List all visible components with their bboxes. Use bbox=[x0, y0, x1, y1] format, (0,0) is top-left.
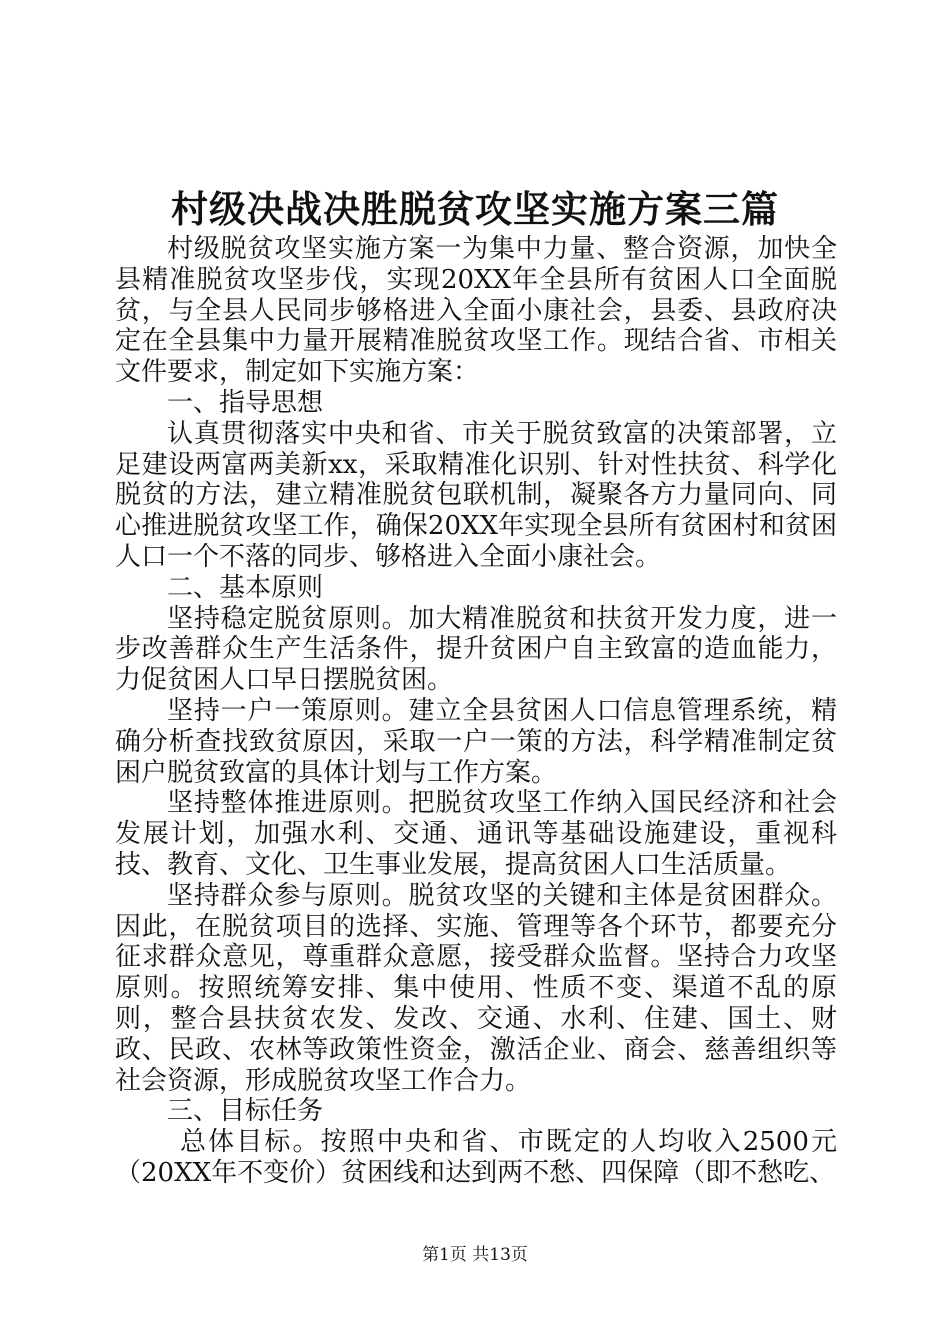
document-title: 村级决战决胜脱贫攻坚实施方案三篇 bbox=[171, 187, 779, 231]
paragraph-principle-overall: 坚持整体推进原则。把脱贫攻坚工作纳入国民经济和社会发展计划，加强水利、交通、通讯等基础设施建设，重视科技、教育、文化、卫生事业发展，提高贫困人口生活质量。 bbox=[115, 788, 837, 880]
section-heading-target-tasks: 三、目标任务 bbox=[167, 1096, 324, 1127]
section-heading-basic-principles: 二、基本原则 bbox=[167, 572, 324, 603]
page-footer: 第1页 共13页 bbox=[422, 1245, 528, 1265]
document-body bbox=[115, 234, 837, 1189]
paragraph-principle-participation: 坚持群众参与原则。脱贫攻坚的关键和主体是贫困群众。因此，在脱贫项目的选择、实施、管理等各个环节，都要充分征求群众意见，尊重群众意愿，接受群众监督。坚持合力攻坚原则。按照统筹安排、集中使用、性质不变、渠道不乱的原则，整合县扶贫农发、发改、交通、水利、住建、国土、财政、民政、农林等政策性资金，激活企业、商会、慈善组织等社会资源，形成脱贫攻坚工作合力。 bbox=[115, 880, 837, 1096]
paragraph-guiding-thought: 认真贯彻落实中央和省、市关于脱贫致富的决策部署，立足建设两富两美新xx，采取精准化识别、针对性扶贫、科学化脱贫的方法，建立精准脱贫包联机制，凝聚各方力量同向、同心推进脱贫攻坚工作，确保20XX年实现全县所有贫困村和贫困人口一个不落的同步、够格进入全面小康社会。 bbox=[115, 418, 837, 572]
paragraph-principle-one-household: 坚持一户一策原则。建立全县贫困人口信息管理系统，精确分析查找致贫原因，采取一户一策的方法，科学精准制定贫困户脱贫致富的具体计划与工作方案。 bbox=[115, 695, 837, 788]
section-heading-guiding-thought: 一、指导思想 bbox=[167, 387, 324, 418]
paragraph-principle-stable: 坚持稳定脱贫原则。加大精准脱贫和扶贫开发力度，进一步改善群众生产生活条件，提升贫困户自主致富的造血能力，力促贫困人口早日摆脱贫困。 bbox=[115, 603, 837, 696]
paragraph-intro: 村级脱贫攻坚实施方案一为集中力量、整合资源，加快全县精准脱贫攻坚步伐，实现20XX年全县所有贫困人口全面脱贫，与全县人民同步够格进入全面小康社会，县委、县政府决定在全县集中力量开展精准脱贫攻坚工作。现结合省、市相关文件要求，制定如下实施方案： bbox=[115, 234, 837, 388]
paragraph-overall-target: 总体目标。按照中央和省、市既定的人均收入2500元（20XX年不变价）贫困线和达到两不愁、四保障（即不愁吃、 bbox=[115, 1127, 837, 1188]
